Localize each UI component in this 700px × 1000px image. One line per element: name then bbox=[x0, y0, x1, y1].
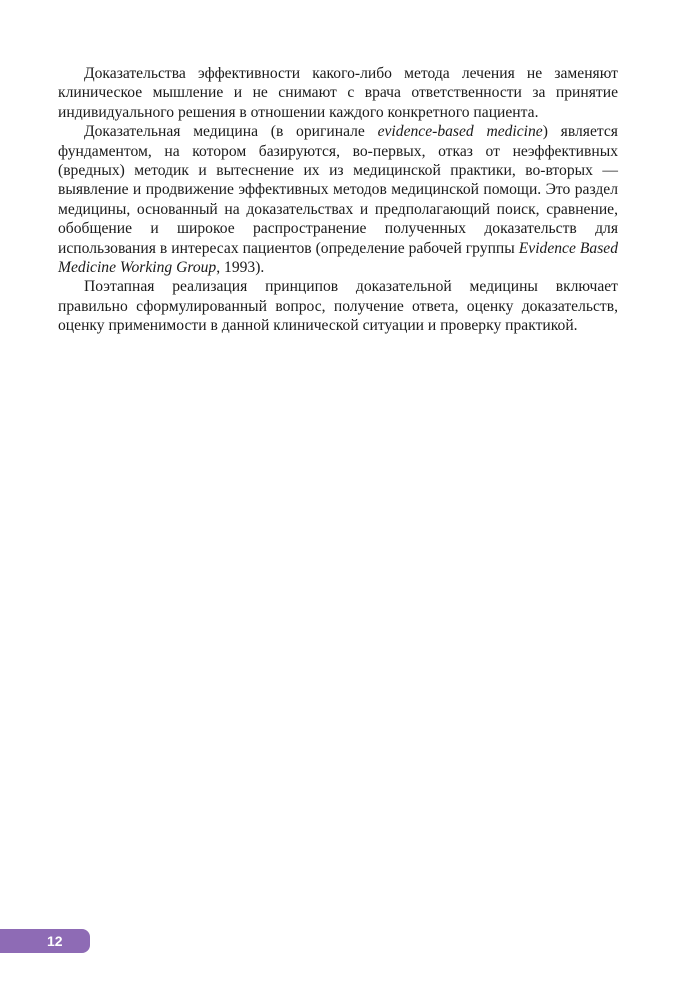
paragraph-2 bbox=[58, 122, 618, 277]
paragraph-2-term-ebm: evidence-based medicine bbox=[377, 123, 543, 141]
page-number: 12 bbox=[47, 933, 63, 949]
paragraph-2-group-name: Evidence Based Medicine Working Group bbox=[58, 239, 618, 277]
paragraph-2-text-c: , 1993). bbox=[216, 259, 265, 277]
paragraph-3 bbox=[58, 277, 618, 335]
body-text bbox=[58, 64, 618, 336]
paragraph-2-text-a: Доказательная медицина (в оригинале bbox=[84, 123, 378, 141]
page-number-tab bbox=[0, 929, 90, 953]
paragraph-3-text: Поэтапная реализация принципов доказательной медицины включает правильно сформулированный вопрос, получение ответа, оценку доказательств, оценку применимости в данной клинической ситуации и проверку практикой. bbox=[58, 278, 618, 335]
paragraph-1 bbox=[58, 64, 618, 122]
paragraph-1-text: Доказательства эффективности какого-либо метода лечения не заменяют клиническое мышление и не снимают с врача ответственности за принятие индивидуального решения в отношении каждого конкретного пациента. bbox=[58, 65, 618, 121]
paragraph-2-text-b: ) является фундаментом, на котором базируются, во-первых, отказ от неэффективных (вредных) методик и вытеснение их из медицинской практики, во-вторых — выявление и продвижение эффективных методов медицинской помощи. Это раздел медицины, основанный на доказательствах и предполагающий поиск, сравнение, обобщение и широкое распространение полученных доказательств для использования в интересах пациентов (определение рабочей группы bbox=[58, 123, 618, 257]
